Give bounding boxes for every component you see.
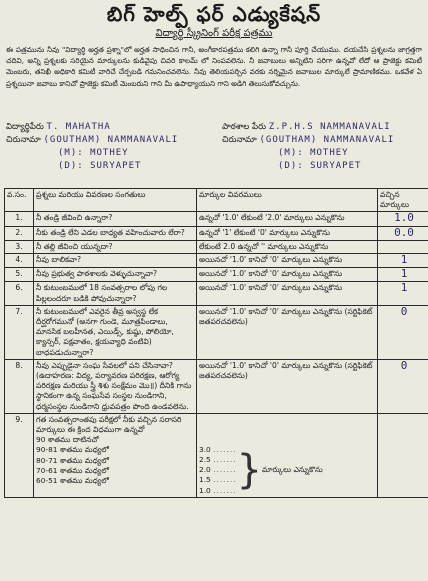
marks-awarded: 0 <box>400 304 408 318</box>
header-marks-awarded: వచ్చిన మార్కులు <box>378 189 428 212</box>
school-address-line-3: (D): SURYAPET <box>278 161 362 171</box>
table-row: 4. నీవు బాలికవా? అయినచో '1.0' కానిచో '0' మార్కులు ఎన్నుకొను 1 <box>5 254 428 268</box>
table-row: 9. గత సంవత్సరాంతపు పరీక్షలో నీకు వచ్చిన సరాసరి మార్కులు ఈ క్రింద విధముగా ఉన్నవో 90 శాతము దాటినచో 90-81 శాతము మధ్యలో 80-71 శాతము మధ్యలో 70-61 శాతము మధ్యలో 60-51 శాతము మధ్యలో 3.0 ....... 2.5 ....... 2.0 ....... 1.5 ....... 1.0 ....... } మార్కులు ఎన్నుకొను <box>5 413 428 497</box>
table-row: 6. నీ కుటుంబములో 18 సంవత్సరాల లోపు గల పిల్లలందరూ బడికి పోవుచున్నారా? అయినచో '1.0' కానిచో '0' మార్కులు ఎన్నుకొను 1 <box>5 282 428 305</box>
instructions-paragraph: ఈ పత్రమును నీవు "విద్యార్థి అర్హత ప్రశ్నా"లో అర్హత సాధించిన గానీ, అంగీకారపత్రము కలిగి ఉన్నా గానీ పూర్తి చేయుము. దయచేసి ప్రశ్నలను జాగ్రత్తగా చదివి, అన్ని ప్రశ్నలకు సరియైన మార్కులను కుడివైపు చివరి కాలమ్ లో నింపవలెను. నీ జవాబులు అన్నిటిని సరిగా ఉన్నవో లేదో ఆ ప్రాజెక్టు కమిటీ మెంబరు, తనిఖీ అధికారి కమిటీ వారిచే చేర్పబడి గమనించవలెను. నీవు తెలియపర్చిన వరకు నర్నిమైన జవాబుల మార్కులే ప్రామాణికము. ఒకవేళ ఏ ప్రశ్నయినా జవాబు కానిచో ప్రాజెక్టు కమిటీ మెంబరుని గాని మీ ఉపాధ్యాయుని గాని అడిగి తెలుసుకోవచ్చును. <box>6 45 422 88</box>
grade-scale-list: 90 శాతము దాటినచో 90-81 శాతము మధ్యలో 80-71 శాతము మధ్యలో 70-61 శాతము మధ్యలో 60-51 శాతము మధ్యలో <box>36 435 109 486</box>
table-row: 5. నీవు ప్రభుత్వ పాఠశాలకు వెళ్ళుచున్నావా? అయినచో '1.0' కానిచో '0' మార్కులు ఎన్నుకొను 1 <box>5 268 428 282</box>
marks-awarded: 1 <box>400 281 408 295</box>
student-name-value: T. MAHATHA <box>46 122 111 132</box>
school-name-label: పాఠశాల పేరు <box>222 122 267 132</box>
school-name-value: Z.P.H.S NAMMANAVALI <box>268 122 391 132</box>
table-row: 2. నీకు తండ్రి లేని ఎడల బాధ్యత వహించువారు లేరా? ఉన్నచో '1' లేకుంటే '0' మార్కులు ఎన్నుకొను 0.0 <box>5 226 428 240</box>
student-name-label: విద్యార్థిపేరు <box>6 122 44 132</box>
form-title: బిగ్ హెల్ప్ ఫర్ ఎడ్యుకేషన్ <box>106 2 322 26</box>
table-row: 8. నీవు ఎప్పుడైనా సంఘ సేవలలో పని చేసినావా? (ఉదాహరణ: విద్య, పర్యావరణ పరిరక్షణ, ఆరోగ్య పరిరక్షణ మరియు స్త్రీ శిశు సంక్షేమం మొ॥) దీనికి గాను స్థానికంగా ఉన్న సంఘసేవ సంస్థల నుండిగాని, ధర్మసంస్థల నుండిగాని ధ్రువపత్రం పొంది ఉండవలెను. అయినచో '1.0' కానిచో '0' మార్కులు ఎన్నుకొను (సర్టిఫికెట్ జతపరచవలెను) 0 <box>5 359 428 413</box>
criteria-table <box>4 188 428 498</box>
address-line-2: (M): MOTHEY <box>58 148 129 158</box>
marks-awarded: 1 <box>400 253 408 267</box>
form-subtitle: విద్యార్థి స్క్రీనింగ్ పరీక్ష పత్రము <box>155 28 273 39</box>
address-line-1: (GOUTHAM) NAMMANAVALI <box>43 135 179 145</box>
grade-marks-list: 3.0 ....... 2.5 ....... 2.0 ....... 1.5 ....... 1.0 ....... <box>199 444 237 495</box>
table-header-row <box>5 189 428 212</box>
marks-awarded: 0 <box>400 358 408 372</box>
school-address-line-2: (M): MOTHEY <box>278 148 349 158</box>
grade-marks-note: మార్కులు ఎన్నుకొను <box>262 465 323 475</box>
address-label: చిరునామా <box>6 135 41 145</box>
question-9-text: గత సంవత్సరాంతపు పరీక్షలో నీకు వచ్చిన సరాసరి మార్కులు ఈ క్రింద విధముగా ఉన్నవో <box>36 414 182 435</box>
school-address-label: చిరునామా <box>222 135 257 145</box>
header-marks-details: మార్కుల వివరములు <box>197 189 378 212</box>
table-row: 7. నీ కుటుంబములో ఎవరైన తీవ్ర అస్వస్థ లేక దీర్ఘరోగమునో (అనగా గుండె, మూత్రపిండాలు, మానసిక బలహీనత, ఎయిడ్స్, కుష్ఠు, పోలియో, క్యాన్సర్, పక్షవాతం, క్షయవ్యాధి వంటివి) బాధపడుచున్నారా? అయినచో '1.0' కానిచో '0' మార్కులు ఎన్నుకొను (సర్టిఫికెట్ జతపరచవలెను) 0 <box>5 305 428 359</box>
header-sno: వ.సం. <box>5 189 34 212</box>
address-line-3: (D): SURYAPET <box>58 161 142 171</box>
table-row: 1. నీ తండ్రి జీవించి ఉన్నారా? ఉన్నచో '1.0' లేకుంటే '2.0' మార్కులు ఎన్నుకొను 1.0 <box>5 212 428 226</box>
marks-awarded: 1 <box>400 267 408 281</box>
marks-awarded: 1.0 <box>394 211 414 225</box>
school-address-line-1: (GOUTHAM) NAMMANAVALI <box>259 135 395 145</box>
header-question: ప్రశ్నలు మరియు వివరణల సంగతులు <box>34 189 197 212</box>
brace-symbol: } <box>236 447 263 494</box>
marks-awarded: 0.0 <box>394 225 414 239</box>
table-row: 3. నీ తల్లి జీవించి యున్నదా? లేకుంటే 2.0 ఉన్నచో '' మార్కులు ఎన్నుకొను <box>5 240 428 253</box>
